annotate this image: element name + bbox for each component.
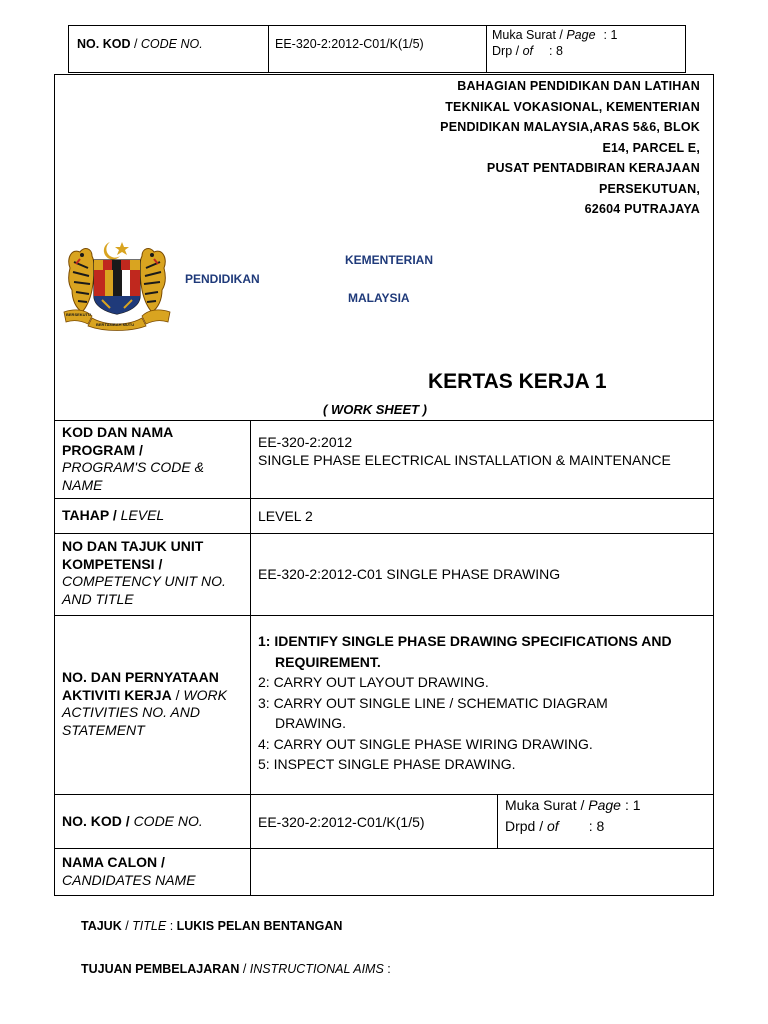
aims-line — [81, 962, 391, 976]
aims-colon: : — [383, 962, 391, 976]
activity-item-1-cont: REQUIREMENT. — [275, 653, 381, 670]
ministry-word-pendidikan: PENDIDIKAN — [185, 272, 260, 286]
header-page-label-italic: Page — [566, 28, 596, 42]
table-divider — [54, 498, 714, 499]
address-line: E14, PARCEL E, — [602, 140, 700, 155]
header-code-label-italic: CODE NO. — [140, 37, 203, 51]
unit-label-italic: COMPETENCY UNIT NO. AND TITLE — [62, 573, 226, 607]
ministry-word-kementerian: KEMENTERIAN — [345, 253, 434, 267]
code-label-italic: CODE NO. — [133, 813, 203, 829]
activity-item-3-cont: DRAWING. — [275, 715, 347, 731]
code-label — [62, 813, 203, 831]
page-subtitle: ( WORK SHEET ) — [323, 402, 427, 417]
title-label-italic: TITLE — [132, 919, 167, 933]
code-page-label-italic: Page — [588, 797, 621, 813]
title-colon: : — [166, 919, 177, 933]
code-page-line — [505, 795, 641, 816]
activity-item-4: 4: CARRY OUT SINGLE PHASE WIRING DRAWING. — [258, 735, 593, 752]
activity-item-3: 3: CARRY OUT SINGLE LINE / SCHEMATIC DIAGRAM — [258, 694, 608, 711]
aims-label-sep: / — [239, 962, 250, 976]
header-of-value: : 8 — [549, 44, 563, 58]
level-value: LEVEL 2 — [258, 508, 313, 524]
code-of-label-italic: of — [547, 818, 559, 834]
code-of-line — [505, 816, 641, 837]
header-of-label-italic: of — [522, 44, 533, 58]
address-line: 62604 PUTRAJAYA — [584, 202, 700, 216]
ministry-word-malaysia: MALAYSIA — [348, 291, 410, 305]
header-of-label-plain: Drp / — [492, 44, 523, 58]
activity-item-1: 1: IDENTIFY SINGLE PHASE DRAWING SPECIFICATIONS AND — [258, 633, 672, 649]
table-column-divider — [497, 794, 498, 848]
activities-label-italic-inline: WORK — [183, 686, 227, 703]
activities-label — [62, 669, 248, 739]
address-block — [440, 76, 700, 220]
code-label-bold: NO. KOD / — [62, 813, 130, 829]
unit-label-bold: NO DAN TAJUK UNIT KOMPETENSI / — [62, 538, 204, 572]
activity-item-2: 2: CARRY OUT LAYOUT DRAWING. — [258, 674, 489, 690]
header-code-label-cell — [69, 26, 269, 72]
malaysia-crest-icon — [62, 238, 172, 332]
crest-ribbon-left: BERSEKUTU — [66, 312, 91, 317]
table-divider — [54, 848, 714, 849]
activities-label-sep: / — [171, 686, 184, 703]
header-code-value-cell — [268, 26, 487, 72]
table-divider — [54, 533, 714, 534]
unit-label — [62, 538, 242, 608]
title-line — [81, 919, 342, 933]
program-label-bold: KOD DAN NAMA PROGRAM / — [62, 424, 173, 458]
address-line: BAHAGIAN PENDIDIKAN DAN LATIHAN — [457, 79, 700, 93]
header-code-table — [68, 25, 686, 73]
header-code-value: EE-320-2:2012-C01/K(1/5) — [275, 37, 424, 51]
level-label — [62, 507, 164, 525]
address-line: TEKNIKAL VOKASIONAL, KEMENTERIAN — [445, 99, 700, 114]
address-line: PERSEKUTUAN, — [598, 181, 700, 196]
header-page-value: : 1 — [603, 28, 618, 42]
program-label-italic: PROGRAM'S CODE & NAME — [62, 459, 204, 493]
code-page-value: : 1 — [624, 797, 641, 813]
code-value: EE-320-2:2012-C01/K(1/5) — [258, 814, 425, 830]
title-label-sep: / — [121, 919, 133, 933]
candidate-label-italic: CANDIDATES NAME — [62, 871, 196, 888]
code-page-label-plain: Muka Surat / — [505, 797, 589, 813]
header-page-cell — [486, 26, 685, 72]
level-label-bold: TAHAP / — [62, 507, 117, 523]
level-label-italic: LEVEL — [120, 507, 165, 523]
code-page-cell — [505, 795, 641, 837]
activities-label-italic: ACTIVITIES NO. AND STATEMENT — [62, 704, 200, 738]
title-label-bold: TAJUK — [81, 919, 122, 933]
header-page-label-plain: Muka Surat / — [492, 28, 567, 42]
header-code-label-bold: NO. KOD — [77, 37, 131, 51]
candidate-label-bold: NAMA CALON / — [62, 854, 165, 870]
table-column-divider — [250, 420, 251, 895]
program-code: EE-320-2:2012 — [258, 434, 353, 450]
table-divider — [54, 420, 714, 421]
candidate-name-field[interactable] — [258, 862, 708, 890]
program-value — [258, 433, 671, 469]
code-of-value: : 8 — [588, 818, 605, 834]
header-code-label-sep: / — [130, 37, 141, 51]
crest-ribbon-right: BERTAMBAH MUTU — [96, 322, 135, 327]
aims-label-italic: INSTRUCTIONAL AIMS — [249, 962, 384, 976]
candidate-label — [62, 854, 196, 889]
address-line: PENDIDIKAN MALAYSIA,ARAS 5&6, BLOK — [440, 120, 700, 134]
activity-item-5: 5: INSPECT SINGLE PHASE DRAWING. — [258, 756, 516, 772]
header-page-line — [492, 27, 617, 43]
aims-label-bold: TUJUAN PEMBELAJARAN — [81, 962, 240, 976]
page-title: KERTAS KERJA 1 — [428, 370, 607, 393]
program-name: SINGLE PHASE ELECTRICAL INSTALLATION & MAINTENANCE — [258, 452, 671, 468]
activities-label-bold: NO. DAN PERNYATAAN AKTIVITI KERJA — [62, 669, 219, 703]
unit-value: EE-320-2:2012-C01 SINGLE PHASE DRAWING — [258, 566, 561, 582]
code-of-label-plain: Drpd / — [505, 818, 548, 834]
activities-list — [258, 631, 712, 775]
header-of-line — [492, 43, 617, 59]
table-divider — [54, 615, 714, 616]
address-line: PUSAT PENTADBIRAN KERAJAAN — [486, 161, 700, 175]
program-label — [62, 424, 242, 494]
title-value: LUKIS PELAN BENTANGAN — [176, 919, 343, 933]
